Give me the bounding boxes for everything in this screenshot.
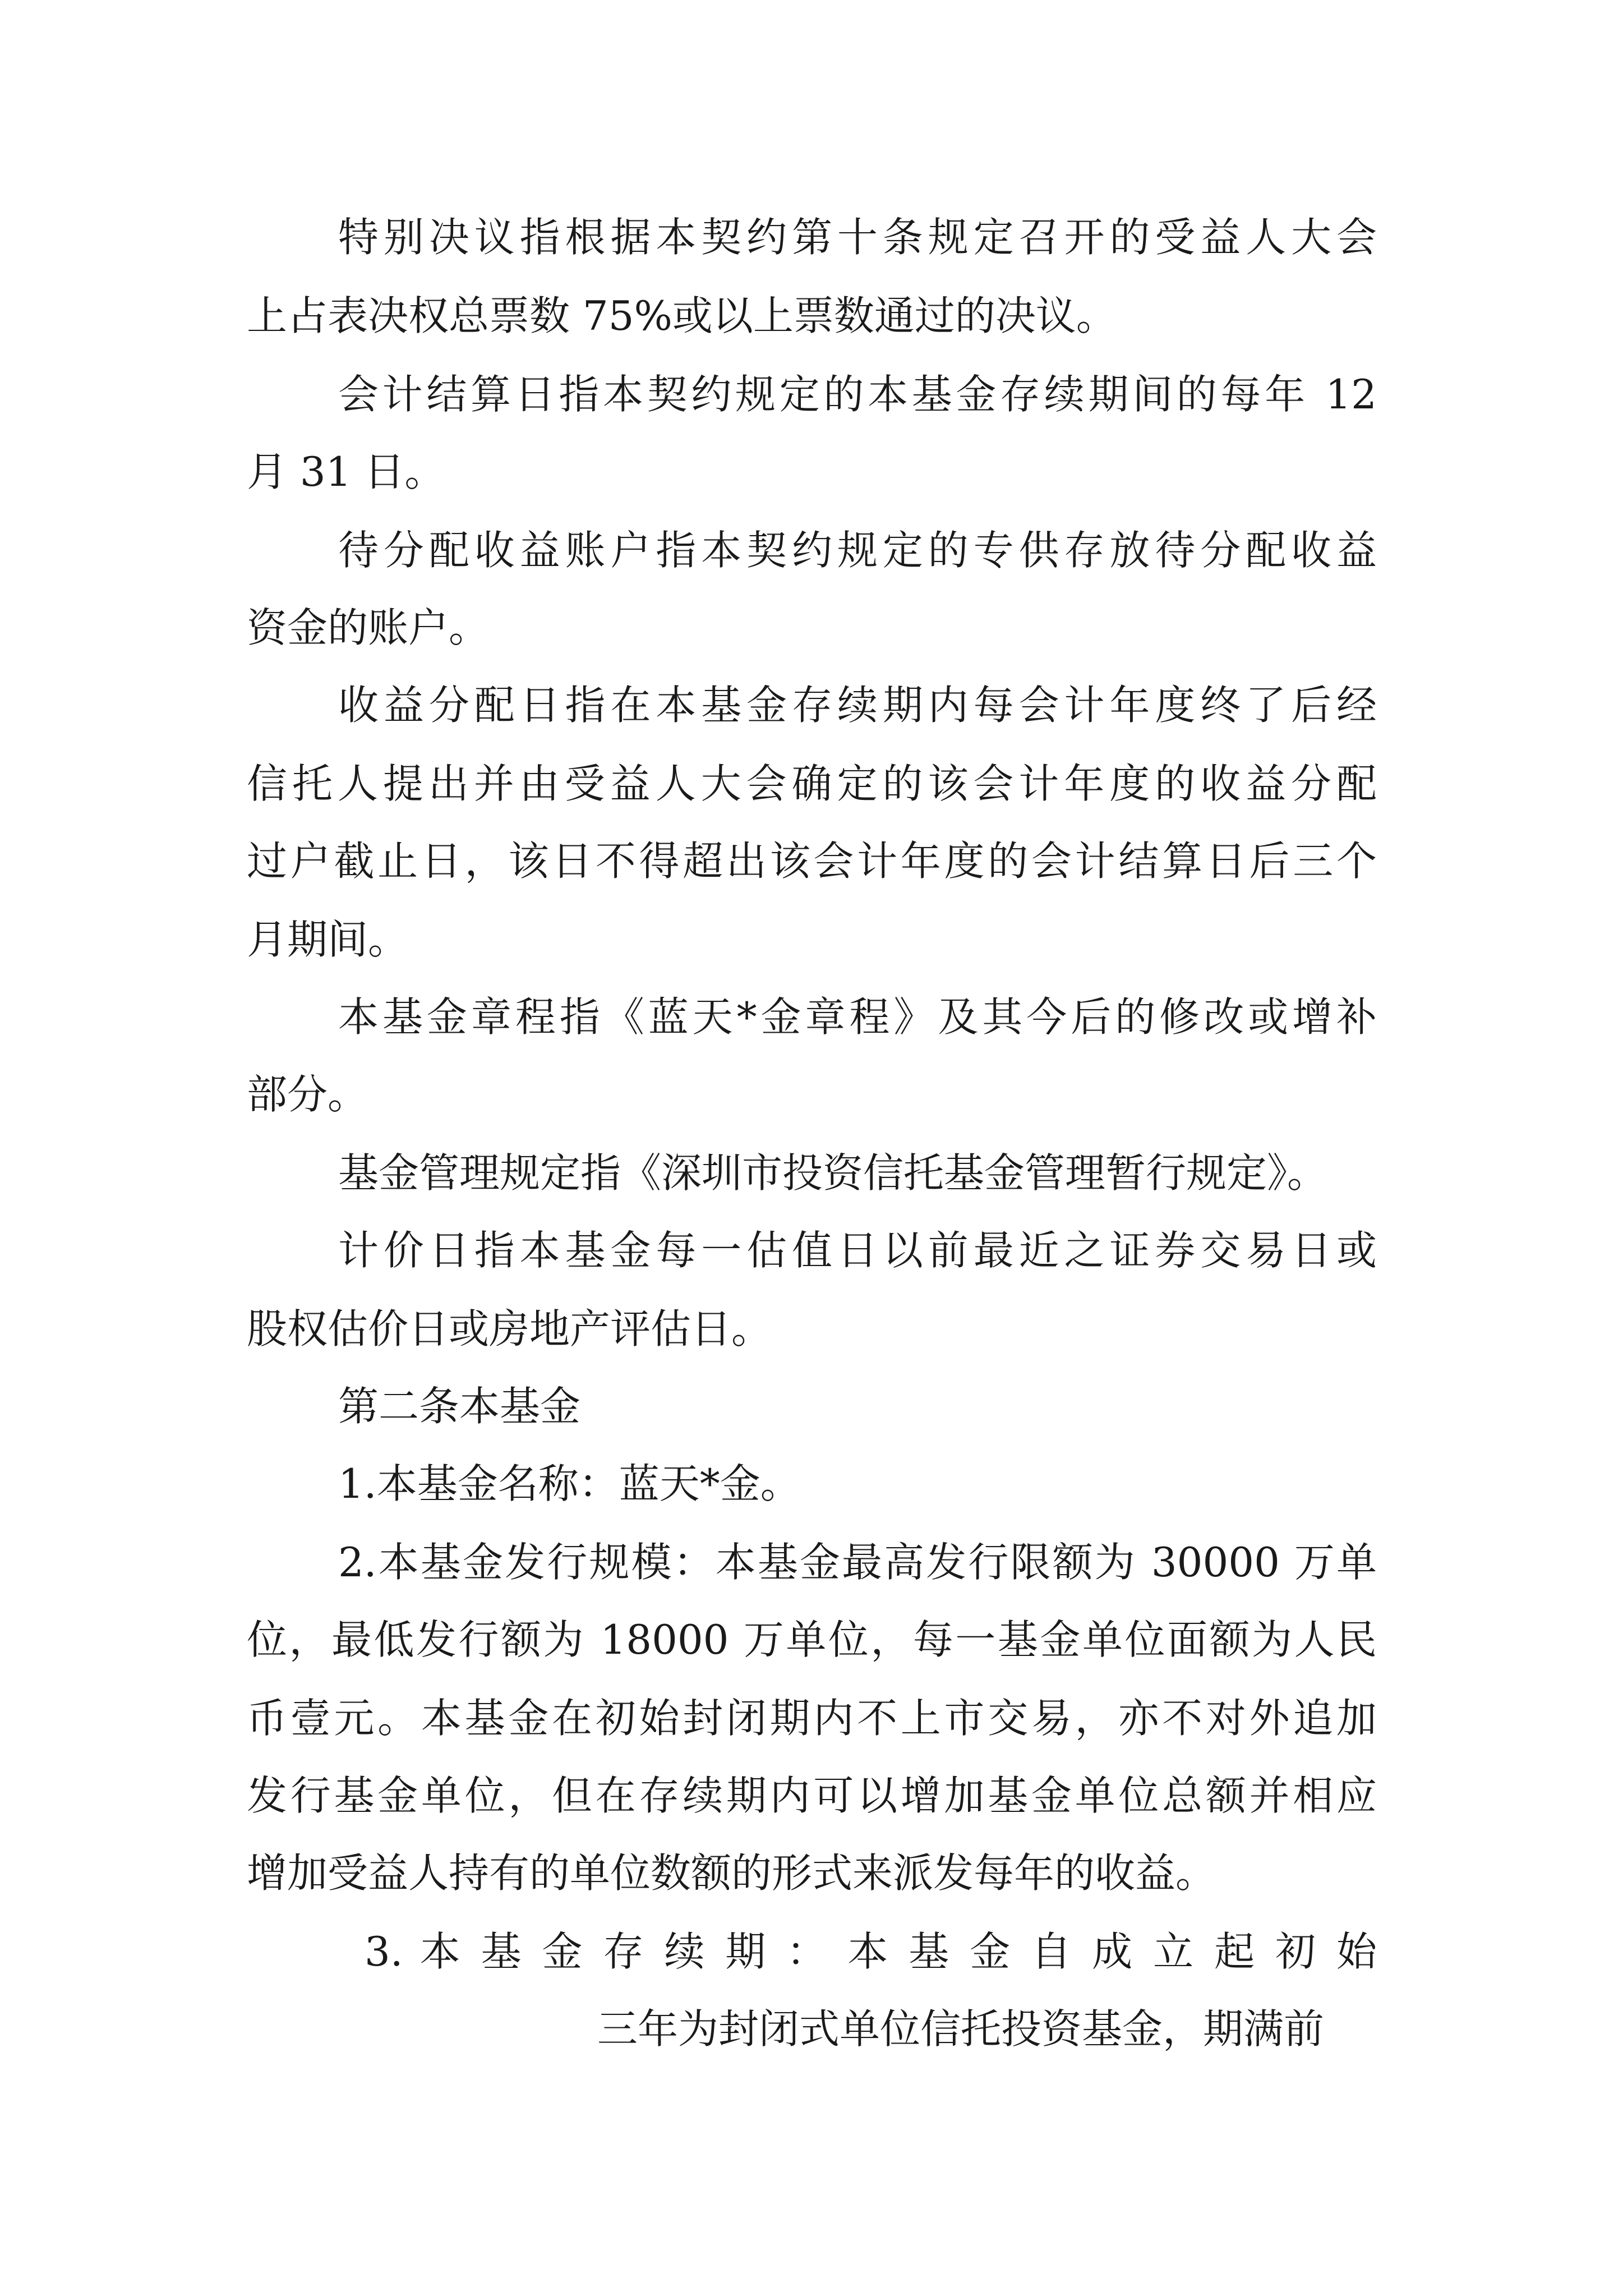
- paragraph-line: 基金管理规定指《深圳市投资信托基金管理暂行规定》。: [338, 1149, 1328, 1197]
- paragraph-line: 待分配收益账户指本契约规定的专供存放待分配收益: [338, 527, 1377, 574]
- paragraph-line: 发行基金单位，但在存续期内可以增加基金单位总额并相应: [247, 1772, 1377, 1819]
- paragraph-line: 币壹元。本基金在初始封闭期内不上市交易，亦不对外追加: [247, 1695, 1377, 1742]
- paragraph-line: 位，最低发行额为 18000 万单位，每一基金单位面额为人民: [247, 1616, 1377, 1663]
- paragraph-line: 本基金章程指《蓝天*金章程》及其今后的修改或增补: [338, 993, 1377, 1041]
- paragraph-line: 信托人提出并由受益人大会确定的该会计年度的收益分配: [247, 760, 1377, 807]
- paragraph-line: 过户截止日，该日不得超出该会计年度的会计结算日后三个: [247, 838, 1377, 885]
- paragraph-line: 特别决议指根据本契约第十条规定召开的受益人大会: [338, 214, 1377, 261]
- paragraph-line: 上占表决权总票数 75%或以上票数通过的决议。: [247, 292, 1117, 339]
- paragraph-line: 三年为封闭式单位信托投资基金，期满前: [597, 2005, 1325, 2053]
- paragraph-line: 2.本基金发行规模：本基金最高发行限额为 30000 万单: [338, 1539, 1377, 1586]
- paragraph-line: 计价日指本基金每一估值日以前最近之证券交易日或: [338, 1227, 1377, 1274]
- paragraph-line: 增加受益人持有的单位数额的形式来派发每年的收益。: [247, 1849, 1216, 1897]
- section-heading: 第二条本基金: [338, 1383, 581, 1430]
- paragraph-line: 股权估价日或房地产评估日。: [247, 1305, 772, 1352]
- paragraph-line: 收益分配日指在本基金存续期内每会计年度终了后经: [338, 682, 1377, 729]
- paragraph-line: 月 31 日。: [247, 448, 445, 495]
- paragraph-line: 3. 本 基 金 存 续 期 ： 本 基 金 自 成 立 起 初 始: [365, 1928, 1377, 1975]
- paragraph-line: 月期间。: [247, 916, 409, 963]
- paragraph-line: 资金的账户。: [247, 604, 490, 651]
- paragraph-line: 部分。: [247, 1071, 368, 1118]
- paragraph-line: 会计结算日指本契约规定的本基金存续期间的每年 12: [338, 371, 1377, 418]
- paragraph-line: 1.本基金名称：蓝天*金。: [338, 1460, 801, 1507]
